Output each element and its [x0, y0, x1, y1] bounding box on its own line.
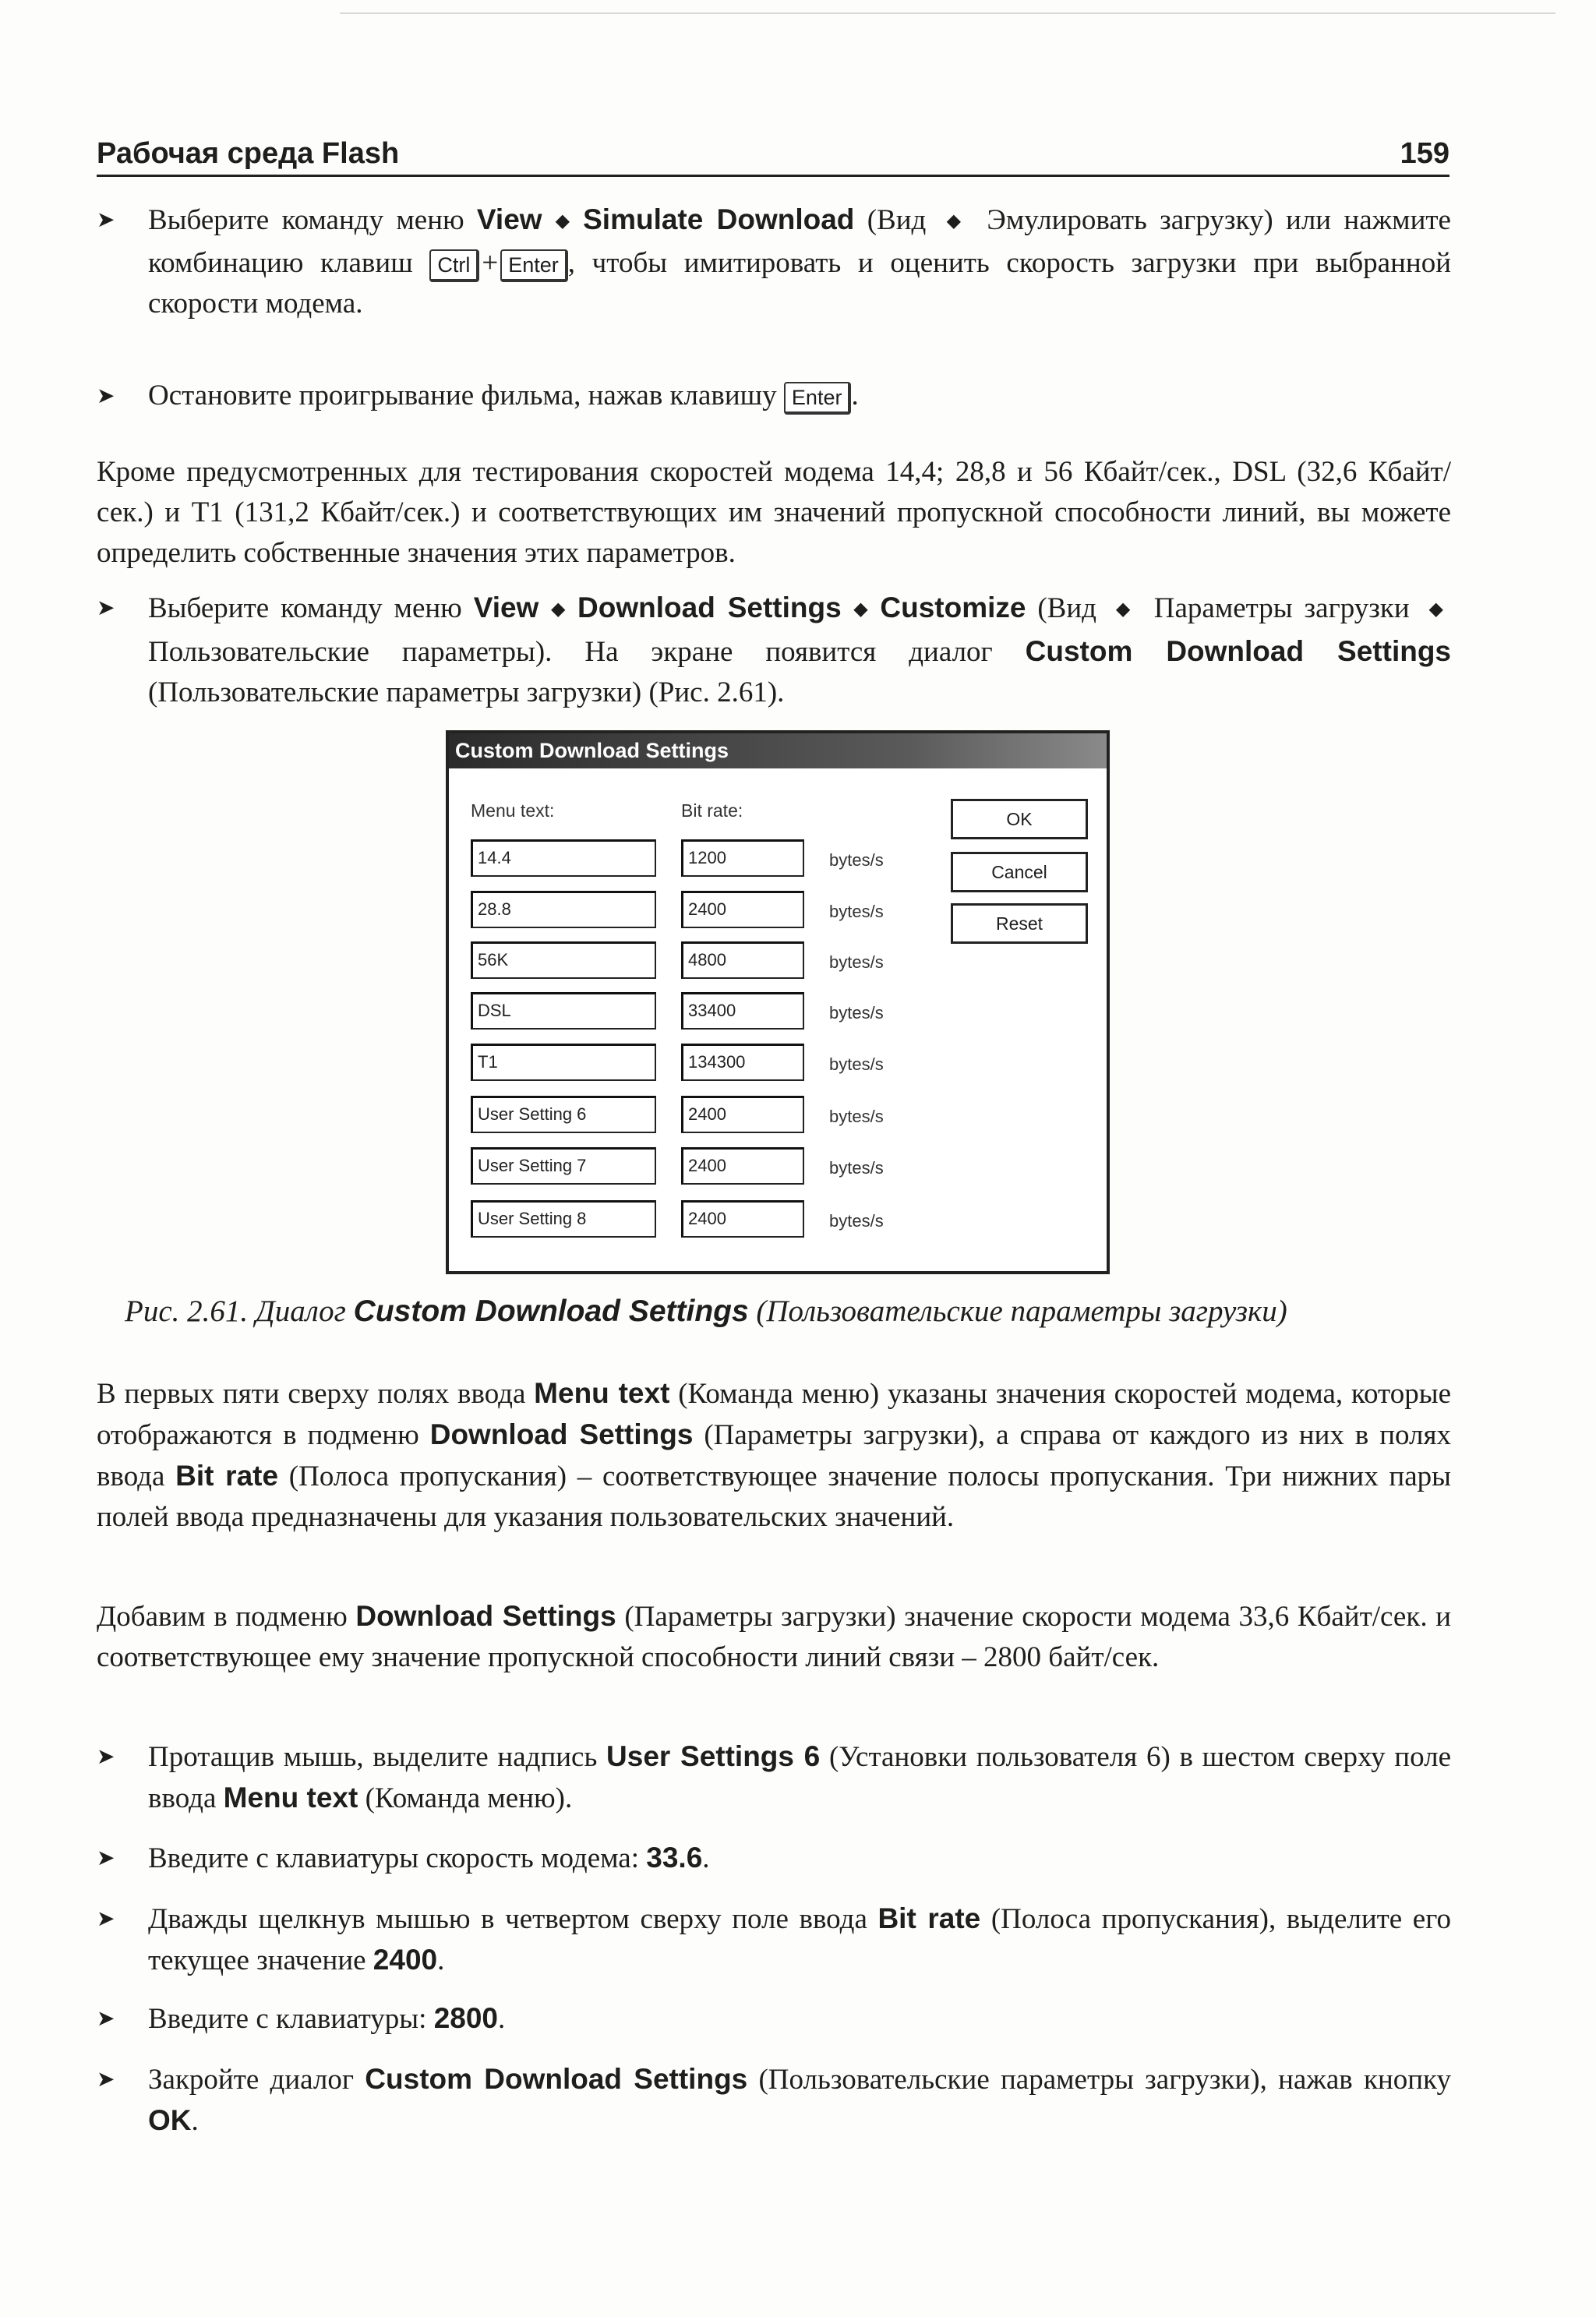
bit-rate-field[interactable]: 2400	[681, 1096, 804, 1133]
key-enter: Enter	[784, 382, 852, 415]
bullet-select-user-setting: ➤ Протащив мышь, выделите надпись User Settings 6 (Установки пользователя 6) в шестом сверху поле ввода Menu text (Команда меню).	[97, 1736, 1451, 1819]
bit-rate-field[interactable]: 2400	[681, 1147, 804, 1185]
bit-rate-field[interactable]: 2400	[681, 891, 804, 928]
ok-button[interactable]: OK	[951, 799, 1088, 839]
unit-label: bytes/s	[829, 1211, 884, 1231]
bullet-arrow-icon: ➤	[97, 2005, 115, 2031]
bullet-arrow-icon: ➤	[97, 383, 115, 408]
bullet-arrow-icon: ➤	[97, 1845, 115, 1870]
bullet-close-dialog: ➤ Закройте диалог Custom Download Settings (Пользовательские параметры загрузки), нажав кнопку OK.	[97, 2059, 1451, 2142]
bullet-select-bit-rate: ➤ Дважды щелкнув мышью в четвертом сверху поле ввода Bit rate (Полоса пропускания), выделите его текущее значение 2400.	[97, 1898, 1451, 1981]
bit-rate-field[interactable]: 33400	[681, 992, 804, 1030]
diamond-icon: ◆	[1115, 598, 1135, 620]
menu-text-label: Menu text:	[471, 800, 555, 821]
bullet-arrow-icon: ➤	[97, 2066, 115, 2092]
paragraph-modem-speeds: Кроме предусмотренных для тестирования скоростей модема 14,4; 28,8 и 56 Кбайт/сек., DSL (32,6 Кбайт/сек.) и T1 (131,2 Кбайт/сек.) и соответствующих им значений пропускной способности линий, вы можете определить собственные значения этих параметров.	[97, 456, 1451, 569]
unit-label: bytes/s	[829, 952, 884, 972]
menu-text-field[interactable]: User Setting 8	[471, 1200, 656, 1238]
bullet-arrow-icon: ➤	[97, 207, 115, 232]
menu-text-field[interactable]: User Setting 6	[471, 1096, 656, 1133]
unit-label: bytes/s	[829, 902, 884, 921]
bit-rate-field[interactable]: 2400	[681, 1200, 804, 1238]
bit-rate-field[interactable]: 1200	[681, 839, 804, 877]
menu-text-field[interactable]: 28.8	[471, 891, 656, 928]
diamond-icon: ◆	[549, 210, 576, 231]
menu-text-field[interactable]: 56K	[471, 941, 656, 979]
bit-rate-label: Bit rate:	[681, 800, 743, 821]
menu-text-field[interactable]: User Setting 7	[471, 1147, 656, 1185]
diamond-icon: ◆	[1428, 598, 1443, 620]
custom-download-settings-dialog	[446, 730, 1110, 1274]
unit-label: bytes/s	[829, 850, 884, 870]
menu-text-field[interactable]: 14.4	[471, 839, 656, 877]
diamond-icon: ◆	[849, 598, 873, 620]
bullet-enter-2800: ➤ Введите с клавиатуры: 2800.	[97, 1998, 1451, 2040]
menu-text-field[interactable]: DSL	[471, 992, 656, 1030]
diamond-icon: ◆	[546, 598, 570, 620]
figure-caption: Рис. 2.61. Диалог Custom Download Settings (Пользовательские параметры загрузки)	[125, 1294, 1287, 1328]
page-top-rule	[340, 12, 1555, 14]
cancel-button[interactable]: Cancel	[951, 852, 1088, 892]
bullet-arrow-icon: ➤	[97, 1906, 115, 1931]
bit-rate-field[interactable]: 134300	[681, 1044, 804, 1081]
bullet-customize: ➤ Выберите команду меню View ◆ Download Settings ◆ Customize (Вид ◆ Параметры загрузки ◆ Пользовательские параметры). На экране появится диалог Custom Download Settings (Пользовательские параметры загрузки) (Рис. 2.61).	[97, 588, 1451, 713]
bullet-simulate-download: ➤ Выберите команду меню View ◆ Simulate Download (Вид ◆ Эмулировать загрузку) или нажмите комбинацию клавиш Ctrl + Enter , чтобы имитировать и оценить скорость загрузки при выбранной скорости модема.	[97, 200, 1451, 324]
key-ctrl: Ctrl	[429, 249, 479, 282]
bullet-arrow-icon: ➤	[97, 595, 115, 620]
dialog-title-bar: Custom Download Settings	[449, 733, 1107, 768]
reset-button[interactable]: Reset	[951, 903, 1088, 944]
bullet-arrow-icon: ➤	[97, 1743, 115, 1769]
key-enter: Enter	[500, 249, 568, 282]
paragraph-fields-description: В первых пяти сверху полях ввода Menu text (Команда меню) указаны значения скоростей модема, которые отображаются в подменю Download Settings (Параметры загрузки), а справа от каждого из них в полях ввода Bit rate (Полоса пропускания) – соответствующее значение полосы пропускания. Три нижних пары полей ввода предназначены для указания пользовательских значений.	[97, 1377, 1451, 1533]
unit-label: bytes/s	[829, 1003, 884, 1023]
menu-text-field[interactable]: T1	[471, 1044, 656, 1081]
bullet-enter-modem-speed: ➤ Введите с клавиатуры скорость модема: 33.6.	[97, 1838, 1451, 1879]
unit-label: bytes/s	[829, 1158, 884, 1178]
bit-rate-field[interactable]: 4800	[681, 941, 804, 979]
bullet-stop-movie: ➤ Остановите проигрывание фильма, нажав клавишу Enter .	[97, 376, 1451, 416]
unit-label: bytes/s	[829, 1107, 884, 1126]
unit-label: bytes/s	[829, 1054, 884, 1074]
header-title: Рабочая среда Flash	[97, 137, 400, 170]
running-header	[97, 137, 1449, 177]
paragraph-add-speed: Добавим в подменю Download Settings (Параметры загрузки) значение скорости модема 33,6 Кбайт/сек. и соответствующее ему значение пропускной способности линий связи – 2800 байт/сек.	[97, 1600, 1451, 1673]
page-number: 159	[1400, 137, 1449, 170]
diamond-icon: ◆	[946, 210, 967, 231]
